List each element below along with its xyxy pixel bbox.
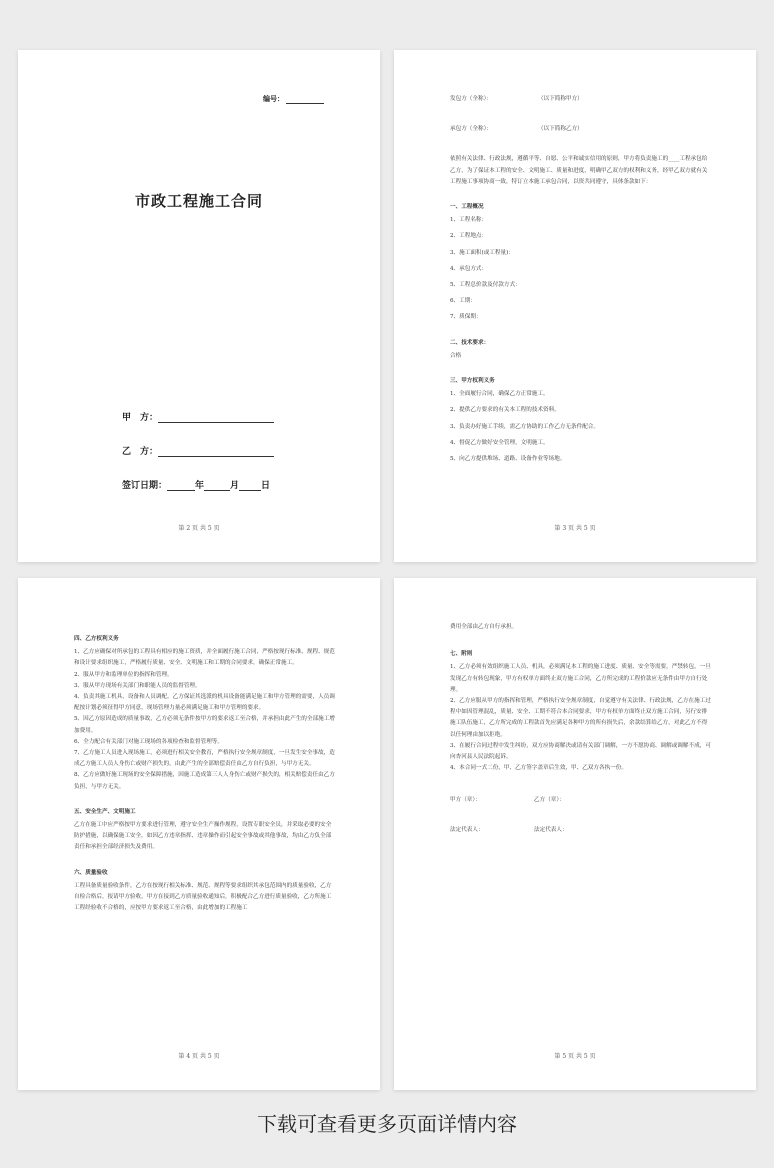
party-a-duty-item: 3、负责办好施工手续，需乙方协助的工作乙方无条件配合。 bbox=[450, 423, 599, 430]
download-caption[interactable]: 下载可查看更多页面详情内容 bbox=[257, 1112, 517, 1136]
party-b-duty-item: 8、乙方应做好施工现场的安全保障措施，因施工造成第三人人身伤亡或财产损失的，相关赔偿责任由乙方负担，与甲方无关。 bbox=[74, 772, 335, 790]
page-footer: 第 4 页 共 5 页 bbox=[178, 1053, 220, 1060]
month-label: 月 bbox=[230, 481, 240, 491]
section-title: 五、安全生产、文明施工 bbox=[74, 808, 136, 815]
party-a-label: 甲 方： bbox=[122, 413, 159, 423]
section-title: 三、甲方权利义务 bbox=[450, 378, 495, 385]
section-title: 四、乙方权利义务 bbox=[74, 636, 119, 642]
party-a-representative: 法定代表人： bbox=[450, 826, 484, 833]
quality-paragraph: 工程具备质量验收条件，乙方在按现行相关标准、规范、规程等要求组织其承包范围内的质量验收，乙方自检合格后，报请甲方验收，甲方在接到乙方质量验收通知后，积极配合乙方进行质量验收，乙方所施工工程经验收不合格的，应按甲方要求返工至合格，由此增加的工程施工 bbox=[74, 882, 332, 912]
overview-item: 5、工程总价款及付款方式： bbox=[450, 282, 521, 289]
page-body bbox=[450, 94, 712, 470]
party-b-blank bbox=[158, 446, 274, 457]
representative-line bbox=[450, 825, 712, 836]
appendix-item: 4、本合同一式二份，甲、乙方签字盖章后生效，甲、乙双方各执一份。 bbox=[450, 765, 627, 772]
day-label: 日 bbox=[261, 481, 271, 491]
party-b-representative: 法定代表人： bbox=[534, 826, 568, 833]
contractor-label: 发包方（全称）： bbox=[450, 96, 492, 102]
party-b-line bbox=[122, 444, 274, 457]
page-body bbox=[450, 622, 712, 836]
overview-item: 1、工程名称： bbox=[450, 217, 488, 224]
contract-page-4 bbox=[18, 578, 380, 1090]
technical-requirement: 合格 bbox=[450, 352, 462, 359]
party-a-duty-item: 2、提供乙方要求的有关本工程的技术资料。 bbox=[450, 407, 560, 414]
doc-number-label: 编号： bbox=[263, 94, 284, 103]
contractor-note: （以下简称甲方） bbox=[538, 96, 583, 102]
contract-page-5 bbox=[394, 578, 756, 1090]
party-a-duty-item: 1、全面履行合同，确保乙方正常施工。 bbox=[450, 391, 549, 398]
month-blank bbox=[204, 480, 230, 491]
section-title: 六、质量验收 bbox=[74, 869, 108, 876]
contract-title: 市政工程施工合同 bbox=[134, 192, 263, 210]
party-b-duty-item: 7、乙方施工人员进入现场施工，必须进行相关安全教育，严格执行安全规章制度，一旦发生安全事故，造成乙方施工人员人身伤亡或财产损失的，由此产生的全部赔偿责任由乙方自行负担，与甲方无关。 bbox=[74, 750, 335, 768]
party-a-duties-list bbox=[450, 389, 712, 465]
subcontractor-note: （以下简称乙方） bbox=[538, 126, 583, 133]
day-blank bbox=[239, 480, 261, 491]
subcontractor-label: 承包方（全称）： bbox=[450, 126, 492, 133]
page-footer: 第 2 页 共 5 页 bbox=[178, 525, 220, 532]
page-footer: 第 5 页 共 5 页 bbox=[554, 1053, 596, 1060]
party-b-duty-item: 5、因乙方原因造成的质量事故，乙方必须无条件按甲方的要求返工至合格，并承担由此产生的全部施工增加费用。 bbox=[74, 716, 335, 734]
overview-item: 6、工期： bbox=[450, 298, 476, 305]
doc-number bbox=[263, 94, 324, 104]
party-b-duty-item: 4、负责其施工机具、设备和人员调配。乙方保证其选派的机具设备能满足施工和甲方管理的需要，人员调配按计划必须征得甲方同意，现场管理力量必须满足施工和甲方管理的要求。 bbox=[74, 694, 335, 712]
contractor-line bbox=[450, 94, 712, 105]
party-a-duty-item: 4、督促乙方做好安全管理，文明施工。 bbox=[450, 439, 549, 446]
party-a-blank bbox=[158, 412, 274, 423]
overview-item: 7、质保期： bbox=[450, 314, 482, 321]
appendix-list bbox=[450, 662, 712, 774]
seal-line bbox=[450, 795, 712, 806]
appendix-item: 3、在履行合同过程中发生纠纷，双方应协商解决或请有关部门调解，一方不愿协商、调解或调解不成，可向杏河县人民法院起诉。 bbox=[450, 742, 711, 761]
overview-item: 4、承包方式： bbox=[450, 265, 488, 272]
appendix-item: 1、乙方必须有效组织施工人员、机具，必须满足本工程的施工进度、质量、安全等需要，严禁转包，一旦发现乙方有转包现象，甲方有权单方面终止双方施工合同，乙方所完成的工程价款应无条件由甲方自行处理。 bbox=[450, 664, 711, 693]
party-b-duties-list bbox=[74, 647, 336, 793]
continued-text: 费用全部由乙方自行承担。 bbox=[450, 624, 518, 630]
intro-paragraph: 依照有关法律、行政法规，遵循平等、自愿、公平和诚实信用的原则，甲方将负责施工的____工程承包给乙方，为了保证本工程的安全、文明施工、质量和进度，明确甲乙双方的权利和义务，经甲乙双方就有关工程施工事项协商一致，特订立本施工承包合同，以资共同遵守，具体条款如下： bbox=[450, 156, 708, 185]
party-b-duty-item: 2、服从甲方和监理单位的指挥和管理。 bbox=[74, 671, 173, 678]
year-blank bbox=[167, 480, 195, 491]
section-title: 一、工程概况 bbox=[450, 204, 484, 211]
party-a-line bbox=[122, 410, 274, 423]
party-b-duty-item: 6、全力配合有关部门对施工现场的各项检查和监督管理等。 bbox=[74, 738, 223, 745]
sign-date-line bbox=[122, 478, 270, 491]
cover-page bbox=[18, 50, 380, 562]
year-label: 年 bbox=[195, 481, 205, 491]
party-a-duty-item: 5、向乙方提供堆场、道路、设备作业等场地。 bbox=[450, 456, 566, 463]
section-title: 二、技术要求： bbox=[450, 339, 490, 346]
project-overview-list bbox=[450, 215, 712, 323]
party-a-seal: 甲方（章）： bbox=[450, 797, 481, 804]
overview-item: 2、工程地点： bbox=[450, 233, 488, 240]
section-title: 七、附则 bbox=[450, 651, 473, 658]
party-b-duty-item: 3、服从甲方现场有关部门和职能人员的监督管理。 bbox=[74, 682, 201, 689]
page-footer: 第 3 页 共 5 页 bbox=[554, 525, 596, 532]
sign-date-label: 签订日期： bbox=[122, 481, 168, 491]
appendix-item: 2、乙方应服从甲方的指挥和管理，严格执行安全规章制度，自觉遵守有关法律、行政法规，乙方在施工过程中如因管理混乱，质量、安全、工期不符合本合同要求，甲方有权单方面终止双方施工合同，另行安排施工队伍施工，乙方所完成的工程款首先应满足各种甲方的所有损失后，余款结算给乙方，对此乙方不得以任何理由加以拒绝。 bbox=[450, 698, 711, 738]
party-b-label: 乙 方： bbox=[122, 447, 159, 457]
party-b-duty-item: 1、乙方应确保对所承包的工程具有相应的施工资质，并全面履行施工合同，严格按现行标准、规程、规范和设计要求组织施工，严格履行质量、安全、文明施工和工期的合同要求，确保正常施工。 bbox=[74, 649, 335, 667]
party-b-seal: 乙方（章）： bbox=[534, 797, 565, 804]
contract-page-3 bbox=[394, 50, 756, 562]
page-body bbox=[74, 634, 336, 914]
subcontractor-line bbox=[450, 124, 712, 135]
overview-item: 3、施工面积(或工程量)： bbox=[450, 249, 514, 256]
safety-paragraph: 乙方在施工中应严格按甲方要求进行管理，遵守安全生产操作规程，设置专职安全员，并采取必要的安全防护措施，以确保施工安全。如因乙方违章指挥、违章操作而引起安全事故或其他事故，均由乙方负全部责任和承担全部经济损失及费用。 bbox=[74, 822, 332, 851]
doc-number-line bbox=[286, 103, 324, 104]
